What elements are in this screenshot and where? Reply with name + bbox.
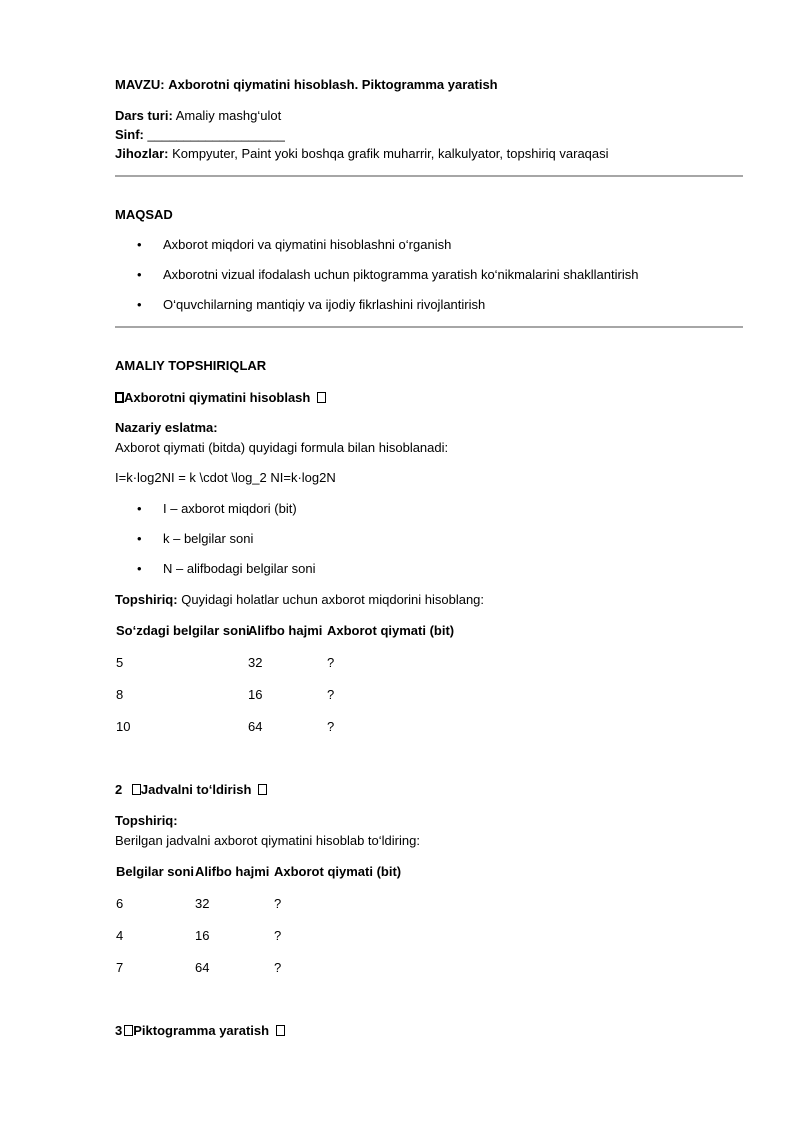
table-cell: 64 [248, 719, 263, 734]
table-cell: ? [274, 928, 282, 943]
class-label: Sinf: [115, 127, 144, 142]
task2-number: 2 [115, 782, 123, 797]
goal-item-text: Axborot miqdori va qiymatini hisoblashni o‘rganish [163, 237, 452, 252]
goal-item-text: O‘quvchilarning mantiqiy va ijodiy fikrlashini rivojlantirish [163, 297, 486, 312]
table-cell: ? [274, 896, 282, 911]
tasks-title: AMALIY TOPSHIRIQLAR [115, 358, 267, 373]
table-header-cell: Alifbo hajmi [248, 623, 323, 638]
bullet-icon: • [137, 237, 142, 252]
table-cell: ? [327, 719, 335, 734]
table-cell: 32 [248, 655, 263, 670]
lesson-type-line [115, 108, 281, 124]
lesson-type-label: Dars turi: [115, 108, 173, 123]
table-cell: 64 [195, 960, 210, 975]
table-cell: 6 [116, 896, 124, 911]
formula: I=k·log2NI = k \cdot \log_2 NI=k·log2N [115, 470, 336, 485]
theory-text: Axborot qiymati (bitda) quyidagi formula bilan hisoblanadi: [115, 440, 449, 455]
missing-glyph-icon [132, 784, 141, 795]
topic-line [115, 77, 498, 93]
bullet-icon: • [137, 501, 142, 516]
table-cell: 5 [116, 655, 124, 670]
table-header-cell: Belgilar soni [116, 864, 195, 879]
variable-text: I – axborot miqdori (bit) [163, 501, 297, 516]
topic-text: Axborotni qiymatini hisoblash. Piktogramma yaratish [168, 77, 498, 92]
table-cell: ? [327, 655, 335, 670]
table-cell: 16 [195, 928, 210, 943]
bullet-icon: • [137, 531, 142, 546]
table-cell: 10 [116, 719, 131, 734]
theory-label: Nazariy eslatma: [115, 420, 218, 435]
divider [115, 326, 743, 328]
equipment-line [115, 146, 609, 162]
table-header-cell: Axborot qiymati (bit) [274, 864, 402, 879]
divider [115, 175, 743, 177]
table-cell: 32 [195, 896, 210, 911]
task2-instruction-label: Topshiriq: [115, 813, 178, 828]
table-header-cell: Axborot qiymati (bit) [327, 623, 455, 638]
task3-number: 3 [115, 1023, 123, 1038]
bullet-icon: • [137, 561, 142, 576]
variable-text: k – belgilar soni [163, 531, 254, 546]
missing-glyph-icon [276, 1025, 285, 1036]
missing-glyph-icon [258, 784, 267, 795]
task3-title: Piktogramma yaratish [133, 1023, 270, 1038]
table-cell: 16 [248, 687, 263, 702]
goal-title: MAQSAD [115, 207, 173, 222]
task2-title: Jadvalni to‘ldirish [140, 782, 252, 797]
class-line [115, 127, 285, 143]
task1-heading [115, 390, 326, 406]
table-cell: ? [327, 687, 335, 702]
table-cell: 8 [116, 687, 124, 702]
task2-instruction-text: Berilgan jadvalni axborot qiymatini hisoblab to‘ldiring: [115, 833, 420, 848]
bullet-icon: • [137, 297, 142, 312]
lesson-type-text: Amaliy mashg‘ulot [175, 108, 282, 123]
table-header-cell: Alifbo hajmi [195, 864, 270, 879]
task1-instruction [115, 592, 484, 608]
topic-label: MAVZU: [115, 77, 165, 92]
task1-instruction-text: Quyidagi holatlar uchun axborot miqdorini hisoblang: [181, 592, 485, 607]
bullet-icon: • [137, 267, 142, 282]
missing-glyph-icon [317, 392, 326, 403]
table-cell: 4 [116, 928, 124, 943]
table-cell: 7 [116, 960, 124, 975]
task1-instruction-label: Topshiriq: [115, 592, 178, 607]
table-header-cell: So‘zdagi belgilar soni [116, 623, 250, 638]
equipment-text: Kompyuter, Paint yoki boshqa grafik muharrir, kalkulyator, topshiriq varaqasi [172, 146, 609, 161]
task2-heading [115, 782, 267, 798]
missing-glyph-icon [115, 392, 124, 403]
task1-title: Axborotni qiymatini hisoblash [124, 390, 311, 405]
goal-item-text: Axborotni vizual ifodalash uchun piktogramma yaratish ko‘nikmalarini shakllantirish [163, 267, 639, 282]
task3-heading [115, 1023, 285, 1039]
class-blank: ___________________ [147, 127, 285, 142]
variable-text: N – alifbodagi belgilar soni [163, 561, 316, 576]
table-cell: ? [274, 960, 282, 975]
equipment-label: Jihozlar: [115, 146, 169, 161]
missing-glyph-icon [124, 1025, 133, 1036]
